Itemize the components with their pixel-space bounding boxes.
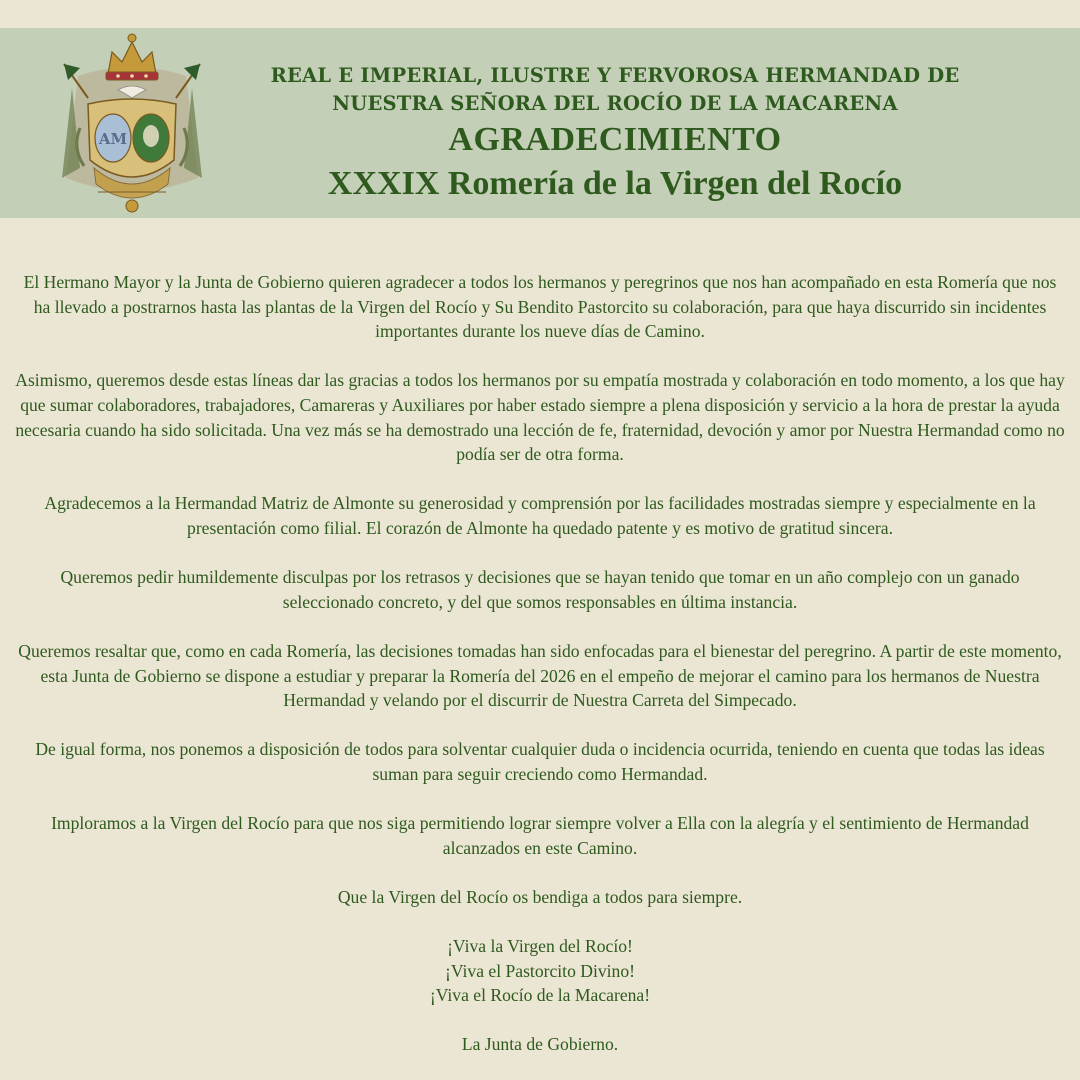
paragraph: De igual forma, nos ponemos a disposición de todos para solventar cualquier duda o incidencia ocurrida, teniendo en cuenta que todas las ideas suman para seguir creciendo como Hermandad. [35,739,1045,784]
viva-line: ¡Viva la Virgen del Rocío! [447,936,633,957]
paragraph: Imploramos a la Virgen del Rocío para que nos siga permitiendo lograr siempre volver a Ella con la alegría y el sentimiento de Hermandad alcanzados en este Camino. [51,813,1029,858]
organization-name-line-1: REAL E IMPERIAL, ILUSTRE Y FERVOROSA HERMANDAD DE [270,64,960,87]
paragraph: Que la Virgen del Rocío os bendiga a todos para siempre. [337,886,743,907]
header-band [0,28,1080,218]
page-subtitle: XXXIX Romería de la Virgen del Rocío [327,165,903,202]
viva-line: ¡Viva el Pastorcito Divino! [445,960,635,981]
svg-text:AM: AM [98,130,128,148]
paragraph: El Hermano Mayor y la Junta de Gobierno quieren agradecer a todos los hermanos y peregrinos que nos han acompañado en esta Romería que nos ha llevado a postrarnos hasta las plantas de la Virgen del Rocío y Su Bendito Pastorcito su colaboración, para que haya discurrido sin incidentes importantes durante los nueve días de Camino. [23,272,1057,342]
organization-name-line-2: NUESTRA SEÑORA DEL ROCÍO DE LA MACARENA [332,92,898,115]
letter-body [14,270,1066,1057]
signature: La Junta de Gobierno. [461,1034,619,1055]
paragraph: Queremos resaltar que, como en cada Romería, las decisiones tomadas han sido enfocadas para el bienestar del peregrino. A partir de este momento, esta Junta de Gobierno se dispone a estudiar y preparar la Romería del 2026 en el empeño de mejorar el camino para los hermanos de Nuestra Hermandad y velando por el discurrir de Nuestra Carreta del Simpecado. [18,640,1062,711]
paragraph: Agradecemos a la Hermandad Matriz de Almonte su generosidad y comprensión por las facilidades mostradas siempre y especialmente en la presentación como filial. El corazón de Almonte ha quedado patente y es motivo de gratitud sincera. [44,493,1036,538]
header-titles [230,62,1000,206]
crest-icon [58,28,206,218]
page-title: AGRADECIMIENTO [448,121,782,158]
paragraph: Queremos pedir humildemente disculpas por los retrasos y decisiones que se hayan tenido que tomar en un año complejo con un ganado seleccionado concreto, y del que somos responsables en última instancia. [60,567,1020,612]
viva-line: ¡Viva el Rocío de la Macarena! [429,985,651,1006]
paragraph: Asimismo, queremos desde estas líneas dar las gracias a todos los hermanos por su empatía mostrada y colaboración en todo momento, a los que hay que sumar colaboradores, trabajadores, Camareras y Auxiliares por haber estado siempre a plena disposición y servicio a la hora de prestar la ayuda necesaria cuando ha sido solicitada. Una vez más se ha demostrado una lección de fe, fraternidad, devoción y amor por Nuestra Hermandad como no podía ser de otra forma. [15,370,1065,465]
